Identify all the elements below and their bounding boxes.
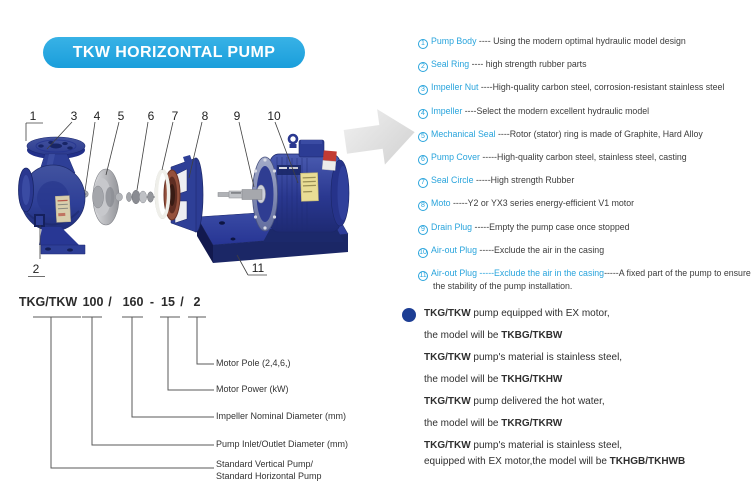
impeller-illustration <box>82 169 123 225</box>
part-name: Air-out Plug <box>431 244 477 255</box>
list-item <box>418 175 756 188</box>
model-code-segment: 100 <box>82 295 104 309</box>
note-line: equipped with EX motor,the model will be TKHGB/TKHWB <box>424 455 686 467</box>
part-name: Moto <box>431 198 451 209</box>
part-name: Seal Ring <box>431 59 470 70</box>
part-name: Pump Cover <box>431 151 480 162</box>
part-number-badge: 7 <box>418 178 428 188</box>
part-desc: -----High strength Rubber <box>473 175 575 186</box>
pump-label-sticker <box>55 196 70 223</box>
part-number-badge: 1 <box>418 39 428 49</box>
o-ring-illustration <box>155 170 170 219</box>
motor-shaft-illustration <box>218 190 262 200</box>
part-number-badge: 2 <box>418 62 428 72</box>
part-number-6: 6 <box>147 109 155 123</box>
part-number-10: 10 <box>267 109 281 123</box>
part-name: Drain Plug <box>431 221 473 232</box>
list-item <box>418 245 756 258</box>
model-code-segment: - <box>149 295 155 309</box>
title-banner <box>43 37 305 68</box>
note-line: TKG/TKW pump's material is stainless steel, <box>424 352 623 363</box>
part-number-badge: 6 <box>418 155 428 165</box>
page-title: TKW HORIZONTAL PUMP <box>72 43 276 61</box>
model-code-segment: / <box>180 295 184 309</box>
list-item <box>418 129 756 142</box>
eyebolt-icon <box>289 135 297 143</box>
motor-nameplate <box>301 173 319 202</box>
list-item <box>418 268 756 292</box>
right-arrow-icon <box>341 104 418 169</box>
note-line: the model will be TKRG/TKRW <box>424 418 563 429</box>
pump-exploded-diagram <box>15 95 420 290</box>
model-code-segment: TKG/TKW <box>18 295 78 309</box>
note-line: the model will be TKBG/TKBW <box>424 330 563 341</box>
part-name: Seal Circle <box>431 175 474 186</box>
part-name: Impeller Nut <box>431 82 479 93</box>
model-code-segment: 15 <box>161 295 175 309</box>
part-number-badge: 8 <box>418 201 428 211</box>
model-code-segment: / <box>108 295 112 309</box>
part-number-4: 4 <box>93 109 101 123</box>
part-desc: ----Rotor (stator) ring is made of Graphite, Hard Alloy <box>495 128 703 139</box>
list-item <box>418 36 756 49</box>
part-name: Pump Body <box>431 36 477 46</box>
model-code-breakdown <box>18 295 370 495</box>
part-name: Mechanical Seal <box>431 128 496 139</box>
list-item <box>418 152 756 165</box>
model-notes <box>424 309 750 479</box>
pump-body-illustration <box>19 137 86 254</box>
part-number-badge: 5 <box>418 132 428 142</box>
note-line: TKG/TKW pump equipped with EX motor, <box>424 308 610 319</box>
part-desc: -----A fixed part of the pump to ensure the stability of the pump installation. <box>433 267 751 291</box>
part-number-5: 5 <box>117 109 125 123</box>
note-line: the model will be TKHG/TKHW <box>424 374 563 385</box>
mechanical-seal-illustration <box>126 190 155 204</box>
model-code-label: Pump Inlet/Outlet Diameter (mm) <box>216 439 349 449</box>
motor-sticker <box>322 150 337 170</box>
part-number-3: 3 <box>70 109 78 123</box>
list-item <box>418 198 756 211</box>
part-name: Air-out Plug -----Exclude the air in the casing <box>431 267 605 278</box>
part-desc: -----High-quality carbon steel, stainless steel, casting <box>479 151 687 162</box>
model-code-label: Motor Pole (2,4,6,) <box>216 358 291 368</box>
note-line: TKG/TKW pump's material is stainless steel, <box>424 440 623 451</box>
part-number-badge: 11 <box>419 271 427 279</box>
part-number-badge: 3 <box>418 85 428 95</box>
part-number-badge: 4 <box>418 109 428 119</box>
part-desc: ----High-quality carbon steel, corrosion-resistant stainless steel <box>478 82 725 93</box>
part-number-11: 11 <box>251 261 265 275</box>
model-code-segment: 160 <box>122 295 144 309</box>
note-line: TKG/TKW pump delivered the hot water, <box>424 396 605 407</box>
list-item <box>418 82 756 95</box>
part-desc: ---- Using the modern optimal hydraulic model design <box>476 36 686 46</box>
part-desc: ----Select the modern excellent hydraulic model <box>462 105 650 116</box>
part-desc: -----Empty the pump case once stopped <box>472 221 630 232</box>
model-code-label: Motor Power (kW) <box>216 384 289 394</box>
part-number-badge: 10 <box>419 248 427 256</box>
list-item <box>418 222 756 235</box>
part-desc: ---- high strength rubber parts <box>469 59 587 70</box>
model-code-label: Standard Vertical Pump/ Standard Horizontal Pump <box>216 459 322 481</box>
bullet-circle-icon <box>402 308 416 322</box>
list-item <box>418 59 756 72</box>
part-number-badge: 9 <box>418 225 428 235</box>
model-code-segment: 2 <box>193 295 201 309</box>
parts-list <box>418 36 756 302</box>
model-code-label: Impeller Nominal Diameter (mm) <box>216 411 347 421</box>
part-number-1: 1 <box>29 109 37 123</box>
part-desc: -----Y2 or YX3 series energy-efficient V1 motor <box>450 198 635 209</box>
list-item <box>418 106 756 119</box>
part-number-2: 2 <box>32 262 40 276</box>
part-desc: -----Exclude the air in the casing <box>476 244 605 255</box>
part-number-8: 8 <box>201 109 209 123</box>
part-number-7: 7 <box>171 109 179 123</box>
part-name: Impeller <box>431 105 463 116</box>
part-number-9: 9 <box>233 109 241 123</box>
